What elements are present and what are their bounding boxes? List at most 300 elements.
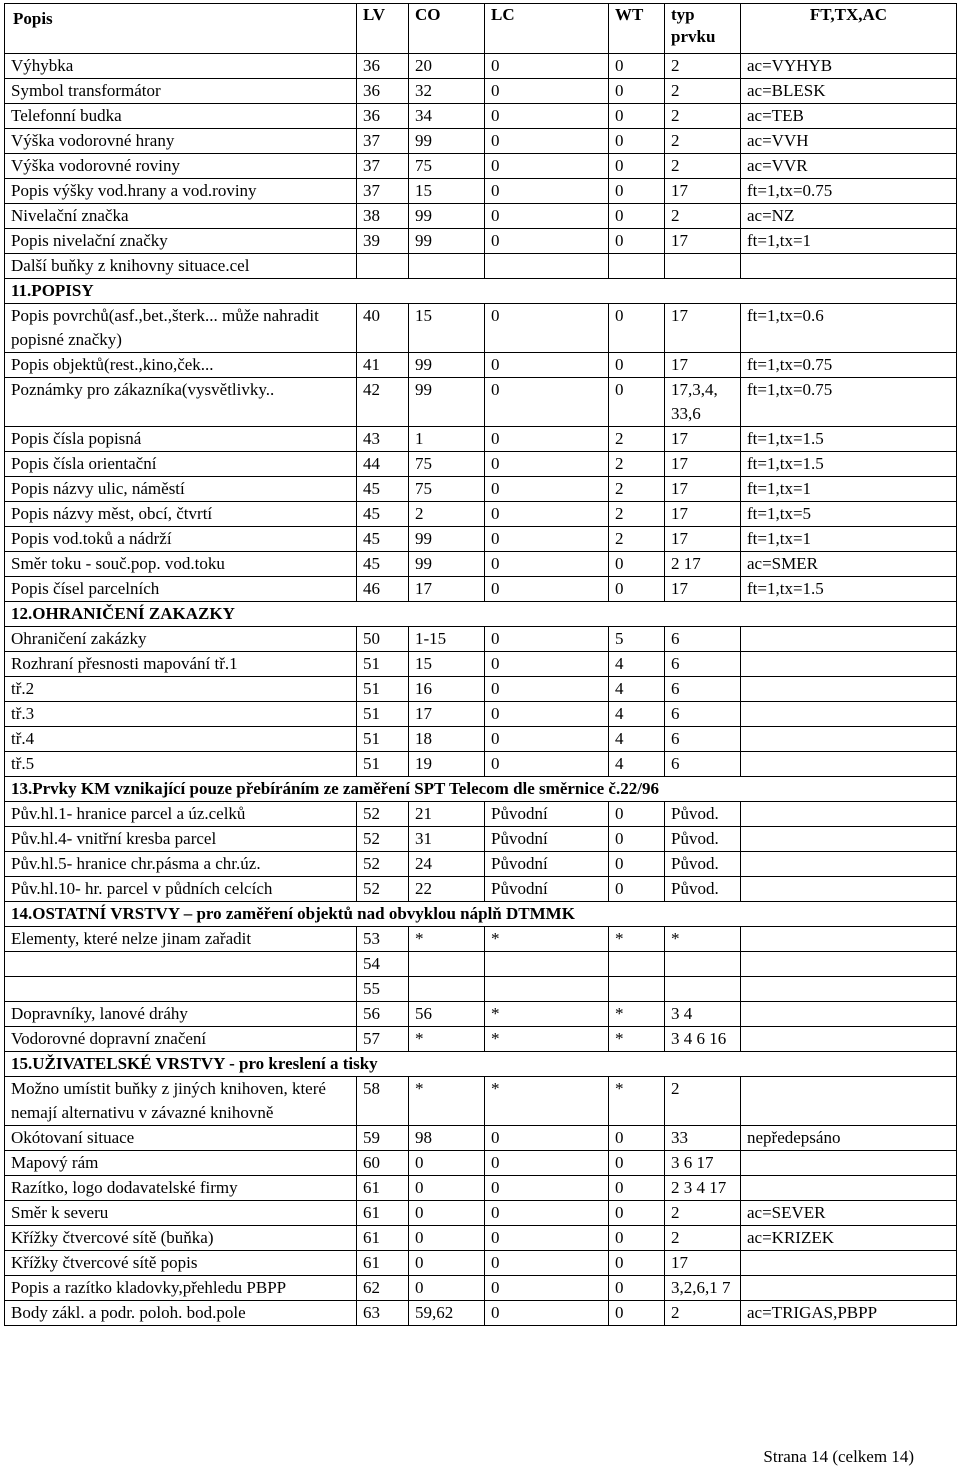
cell-lv: 42 [357, 378, 409, 427]
cell-lv: 54 [357, 952, 409, 977]
cell-wt: 0 [609, 79, 665, 104]
cell-co: 15 [409, 304, 485, 353]
cell-popis: Pův.hl.10- hr. parcel v půdních celcích [5, 877, 357, 902]
table-row [5, 353, 957, 378]
cell-ft: ft=1,tx=1.5 [741, 577, 957, 602]
cell-wt: 0 [609, 304, 665, 353]
cell-wt: 0 [609, 1301, 665, 1326]
cell-lc: 0 [485, 727, 609, 752]
cell-popis: Směr toku - souč.pop. vod.toku [5, 552, 357, 577]
cell-lc: 0 [485, 1201, 609, 1226]
cell-co: 15 [409, 179, 485, 204]
cell-co: 16 [409, 677, 485, 702]
cell-co: * [409, 927, 485, 952]
cell-popis: Razítko, logo dodavatelské firmy [5, 1176, 357, 1201]
cell-lv: 61 [357, 1176, 409, 1201]
cell-wt [609, 977, 665, 1002]
cell-lv: 61 [357, 1201, 409, 1226]
cell-lc: 0 [485, 577, 609, 602]
cell-typ: 2 [665, 1077, 741, 1126]
cell-lv: 53 [357, 927, 409, 952]
cell-lc: 0 [485, 677, 609, 702]
cell-typ: 17 [665, 427, 741, 452]
cell-co: 99 [409, 552, 485, 577]
table-row [5, 627, 957, 652]
cell-lv: 45 [357, 477, 409, 502]
table-row [5, 977, 957, 1002]
table-row [5, 179, 957, 204]
cell-lc: 0 [485, 353, 609, 378]
cell-popis: Křížky čtvercové sítě (buňka) [5, 1226, 357, 1251]
cell-typ: 3 6 17 [665, 1151, 741, 1176]
section-heading: 11.POPISY [5, 279, 957, 304]
cell-ft: ac=NZ [741, 204, 957, 229]
cell-co: 15 [409, 652, 485, 677]
cell-lv: 59 [357, 1126, 409, 1151]
cell-co: 0 [409, 1251, 485, 1276]
cell-lc: * [485, 927, 609, 952]
cell-typ: 6 [665, 752, 741, 777]
cell-lv: 44 [357, 452, 409, 477]
cell-popis: Výška vodorovné hrany [5, 129, 357, 154]
cell-lc: 0 [485, 1226, 609, 1251]
header-lv: LV [357, 4, 409, 54]
cell-typ: 17 [665, 304, 741, 353]
cell-lv: 52 [357, 877, 409, 902]
cell-lv: 43 [357, 427, 409, 452]
cell-ft [741, 254, 957, 279]
section-heading: 15.UŽIVATELSKÉ VRSTVY - pro kreslení a tisky [5, 1052, 957, 1077]
table-row [5, 129, 957, 154]
cell-typ: 17 [665, 229, 741, 254]
cell-co: 0 [409, 1176, 485, 1201]
cell-ft: ac=SMER [741, 552, 957, 577]
cell-popis: Pův.hl.5- hranice chr.pásma a chr.úz. [5, 852, 357, 877]
cell-ft: ac=TEB [741, 104, 957, 129]
table-row [5, 552, 957, 577]
cell-popis: Popis názvy měst, obcí, čtvrtí [5, 502, 357, 527]
section-heading-row [5, 1052, 957, 1077]
cell-typ: * [665, 927, 741, 952]
cell-popis: Symbol transformátor [5, 79, 357, 104]
cell-typ: 2 [665, 154, 741, 179]
cell-typ: Původ. [665, 852, 741, 877]
cell-wt: 0 [609, 204, 665, 229]
table-row [5, 1077, 957, 1126]
cell-co: 99 [409, 204, 485, 229]
table-row [5, 378, 957, 427]
cell-ft [741, 827, 957, 852]
cell-lv: 41 [357, 353, 409, 378]
table-row [5, 1176, 957, 1201]
cell-typ: Původ. [665, 877, 741, 902]
cell-lc: 0 [485, 1176, 609, 1201]
cell-co: 75 [409, 477, 485, 502]
page-footer: Strana 14 (celkem 14) [763, 1447, 914, 1466]
cell-typ: Původ. [665, 802, 741, 827]
cell-wt: 0 [609, 577, 665, 602]
cell-ft: ac=VVR [741, 154, 957, 179]
cell-lv: 50 [357, 627, 409, 652]
header-popis: Popis [5, 4, 357, 54]
cell-popis: tř.5 [5, 752, 357, 777]
cell-lv: 56 [357, 1002, 409, 1027]
cell-typ: 6 [665, 627, 741, 652]
cell-lv: 46 [357, 577, 409, 602]
cell-wt [609, 952, 665, 977]
cell-typ: 2 [665, 104, 741, 129]
cell-lc: 0 [485, 427, 609, 452]
cell-lv: 39 [357, 229, 409, 254]
table-row [5, 1301, 957, 1326]
section-heading: 13.Prvky KM vznikající pouze přebíráním ze zaměření SPT Telecom dle směrnice č.22/96 [5, 777, 957, 802]
cell-lc: 0 [485, 527, 609, 552]
cell-ft [741, 1251, 957, 1276]
cell-lc: 0 [485, 304, 609, 353]
cell-popis: Popis povrchů(asf.,bet.,šterk... může nahradit popisné značky) [5, 304, 357, 353]
cell-co: 0 [409, 1151, 485, 1176]
table-row [5, 952, 957, 977]
cell-ft: ft=1,tx=1 [741, 229, 957, 254]
cell-wt: 0 [609, 154, 665, 179]
cell-lc: 0 [485, 452, 609, 477]
cell-ft [741, 677, 957, 702]
cell-lc: Původní [485, 802, 609, 827]
cell-wt: 0 [609, 1201, 665, 1226]
cell-typ: 2 [665, 1226, 741, 1251]
cell-wt: 4 [609, 752, 665, 777]
cell-popis: Výhybka [5, 54, 357, 79]
cell-ft: nepředepsáno [741, 1126, 957, 1151]
cell-co [409, 254, 485, 279]
cell-popis [5, 977, 357, 1002]
cell-typ: 17 [665, 1251, 741, 1276]
cell-popis: Křížky čtvercové sítě popis [5, 1251, 357, 1276]
cell-wt: 0 [609, 229, 665, 254]
cell-wt: 0 [609, 104, 665, 129]
cell-typ: 17 [665, 179, 741, 204]
cell-ft: ac=TRIGAS,PBPP [741, 1301, 957, 1326]
cell-lv: 61 [357, 1226, 409, 1251]
cell-co: 18 [409, 727, 485, 752]
cell-ft [741, 1276, 957, 1301]
cell-lv: 37 [357, 154, 409, 179]
cell-ft [741, 952, 957, 977]
table-row [5, 427, 957, 452]
cell-lc: 0 [485, 229, 609, 254]
cell-typ: 6 [665, 677, 741, 702]
cell-lc: 0 [485, 752, 609, 777]
cell-ft: ac=VYHYB [741, 54, 957, 79]
cell-co: 20 [409, 54, 485, 79]
cell-popis: Telefonní budka [5, 104, 357, 129]
table-row [5, 502, 957, 527]
cell-wt: 0 [609, 378, 665, 427]
section-heading-row [5, 902, 957, 927]
cell-lv: 60 [357, 1151, 409, 1176]
cell-popis: Poznámky pro zákazníka(vysvětlivky.. [5, 378, 357, 427]
cell-wt: 4 [609, 652, 665, 677]
cell-co: * [409, 1027, 485, 1052]
cell-wt: 2 [609, 427, 665, 452]
cell-typ: 2 3 4 17 [665, 1176, 741, 1201]
cell-ft [741, 802, 957, 827]
cell-lv: 51 [357, 752, 409, 777]
cell-wt: 2 [609, 477, 665, 502]
cell-lc: 0 [485, 54, 609, 79]
cell-lc: Původní [485, 877, 609, 902]
table-row [5, 1027, 957, 1052]
cell-ft [741, 727, 957, 752]
cell-co [409, 977, 485, 1002]
cell-lv: 36 [357, 104, 409, 129]
cell-co: 0 [409, 1276, 485, 1301]
cell-wt: 2 [609, 527, 665, 552]
cell-co: 24 [409, 852, 485, 877]
cell-ft [741, 627, 957, 652]
section-heading: 14.OSTATNÍ VRSTVY – pro zaměření objektů nad obvyklou náplň DTMMK [5, 902, 957, 927]
table-row [5, 677, 957, 702]
cell-typ: 17 [665, 527, 741, 552]
cell-lc [485, 254, 609, 279]
cell-ft: ft=1,tx=1.5 [741, 427, 957, 452]
table-row [5, 727, 957, 752]
table-row [5, 452, 957, 477]
table-row [5, 652, 957, 677]
cell-lc: 0 [485, 627, 609, 652]
cell-lc: 0 [485, 104, 609, 129]
header-typ: typ prvku [665, 4, 741, 54]
cell-ft [741, 1176, 957, 1201]
cell-co: 75 [409, 452, 485, 477]
cell-co: 99 [409, 229, 485, 254]
cell-typ: 33 [665, 1126, 741, 1151]
cell-popis: Okótovaní situace [5, 1126, 357, 1151]
cell-lc [485, 977, 609, 1002]
cell-co: 99 [409, 527, 485, 552]
table-row [5, 1126, 957, 1151]
cell-popis: Popis nivelační značky [5, 229, 357, 254]
cell-lc: 0 [485, 502, 609, 527]
cell-wt: 0 [609, 1151, 665, 1176]
cell-co: 19 [409, 752, 485, 777]
cell-lc: * [485, 1027, 609, 1052]
cell-popis: Dopravníky, lanové dráhy [5, 1002, 357, 1027]
cell-wt: 0 [609, 54, 665, 79]
cell-popis: Rozhraní přesnosti mapování tř.1 [5, 652, 357, 677]
cell-wt: 0 [609, 552, 665, 577]
cell-lc: 0 [485, 702, 609, 727]
cell-wt: * [609, 927, 665, 952]
cell-popis: Mapový rám [5, 1151, 357, 1176]
cell-wt: 0 [609, 1251, 665, 1276]
cell-wt: 0 [609, 1276, 665, 1301]
cell-co [409, 952, 485, 977]
cell-ft [741, 877, 957, 902]
cell-typ [665, 254, 741, 279]
cell-lv [357, 254, 409, 279]
header-lc: LC [485, 4, 609, 54]
table-row [5, 852, 957, 877]
cell-typ: 2 [665, 1301, 741, 1326]
table-row [5, 827, 957, 852]
cell-lv: 52 [357, 852, 409, 877]
cell-lv: 51 [357, 677, 409, 702]
cell-popis: Vodorovné dopravní značení [5, 1027, 357, 1052]
cell-typ: 2 [665, 129, 741, 154]
table-row [5, 54, 957, 79]
cell-popis: Popis názvy ulic, náměstí [5, 477, 357, 502]
table-row [5, 577, 957, 602]
section-heading-row [5, 279, 957, 304]
cell-lv: 45 [357, 502, 409, 527]
cell-popis: Další buňky z knihovny situace.cel [5, 254, 357, 279]
cell-co: 21 [409, 802, 485, 827]
table-row [5, 1002, 957, 1027]
cell-typ: 17,3,4, 33,6 [665, 378, 741, 427]
cell-wt: 0 [609, 1226, 665, 1251]
cell-co: 2 [409, 502, 485, 527]
cell-lv: 58 [357, 1077, 409, 1126]
cell-typ: 3 4 6 16 [665, 1027, 741, 1052]
section-heading: 12.OHRANIČENÍ ZAKAZKY [5, 602, 957, 627]
cell-ft: ft=1,tx=0.75 [741, 179, 957, 204]
header-ft: FT,TX,AC [741, 4, 957, 54]
cell-popis: tř.3 [5, 702, 357, 727]
cell-popis: Ohraničení zakázky [5, 627, 357, 652]
cell-ft [741, 652, 957, 677]
cell-lv: 62 [357, 1276, 409, 1301]
cell-co: 99 [409, 129, 485, 154]
cell-typ: 2 [665, 204, 741, 229]
cell-co: 59,62 [409, 1301, 485, 1326]
cell-ft [741, 752, 957, 777]
cell-wt: 5 [609, 627, 665, 652]
cell-popis: Směr k severu [5, 1201, 357, 1226]
cell-ft: ac=SEVER [741, 1201, 957, 1226]
cell-typ: Původ. [665, 827, 741, 852]
cell-typ: 17 [665, 477, 741, 502]
cell-lc: Původní [485, 827, 609, 852]
cell-co: 1 [409, 427, 485, 452]
cell-co: * [409, 1077, 485, 1126]
cell-lv: 55 [357, 977, 409, 1002]
cell-ft [741, 1027, 957, 1052]
cell-typ: 6 [665, 727, 741, 752]
cell-typ: 3 4 [665, 1002, 741, 1027]
cell-wt: 0 [609, 179, 665, 204]
cell-wt: 0 [609, 1176, 665, 1201]
cell-lv: 51 [357, 727, 409, 752]
table-row [5, 229, 957, 254]
cell-co: 32 [409, 79, 485, 104]
cell-typ: 3,2,6,1 7 [665, 1276, 741, 1301]
cell-wt: 2 [609, 452, 665, 477]
table-row [5, 1201, 957, 1226]
cell-wt: 0 [609, 852, 665, 877]
table-row [5, 877, 957, 902]
cell-lc [485, 952, 609, 977]
cell-popis: Možno umístit buňky z jiných knihoven, které nemají alternativu v závazné knihovně [5, 1077, 357, 1126]
cell-popis: Popis čísel parcelních [5, 577, 357, 602]
cell-ft: ft=1,tx=1.5 [741, 452, 957, 477]
header-co: CO [409, 4, 485, 54]
cell-typ [665, 952, 741, 977]
cell-co: 0 [409, 1226, 485, 1251]
table-header-row [5, 4, 957, 54]
cell-wt: * [609, 1002, 665, 1027]
cell-popis: Body zákl. a podr. poloh. bod.pole [5, 1301, 357, 1326]
cell-wt: 0 [609, 827, 665, 852]
cell-co: 31 [409, 827, 485, 852]
cell-co: 98 [409, 1126, 485, 1151]
cell-lc: 0 [485, 1301, 609, 1326]
cell-popis: Pův.hl.1- hranice parcel a úz.celků [5, 802, 357, 827]
cell-wt: 4 [609, 702, 665, 727]
cell-lv: 37 [357, 129, 409, 154]
cell-ft: ft=1,tx=0.6 [741, 304, 957, 353]
cell-wt: 4 [609, 677, 665, 702]
cell-co: 56 [409, 1002, 485, 1027]
table-row [5, 254, 957, 279]
cell-wt: 0 [609, 129, 665, 154]
cell-popis: Popis vod.toků a nádrží [5, 527, 357, 552]
cell-lc: 0 [485, 1276, 609, 1301]
cell-ft [741, 1151, 957, 1176]
cell-co: 17 [409, 577, 485, 602]
table-row [5, 204, 957, 229]
cell-wt: 2 [609, 502, 665, 527]
cell-co: 99 [409, 378, 485, 427]
cell-wt [609, 254, 665, 279]
cell-lv: 51 [357, 652, 409, 677]
table-row [5, 1151, 957, 1176]
cell-wt: 4 [609, 727, 665, 752]
cell-typ: 2 17 [665, 552, 741, 577]
cell-typ: 6 [665, 702, 741, 727]
cell-lv: 52 [357, 802, 409, 827]
cell-ft: ac=VVH [741, 129, 957, 154]
cell-popis: Elementy, které nelze jinam zařadit [5, 927, 357, 952]
cell-popis: tř.4 [5, 727, 357, 752]
cell-ft: ft=1,tx=0.75 [741, 353, 957, 378]
table-row [5, 304, 957, 353]
layer-table [4, 3, 957, 1326]
cell-lv: 38 [357, 204, 409, 229]
cell-popis: Nivelační značka [5, 204, 357, 229]
cell-typ [665, 977, 741, 1002]
cell-popis: Popis výšky vod.hrany a vod.roviny [5, 179, 357, 204]
cell-ft [741, 1077, 957, 1126]
cell-popis: Popis čísla popisná [5, 427, 357, 452]
cell-popis: Výška vodorovné roviny [5, 154, 357, 179]
header-wt: WT [609, 4, 665, 54]
cell-typ: 17 [665, 502, 741, 527]
cell-lc: 0 [485, 1126, 609, 1151]
table-row [5, 477, 957, 502]
cell-ft [741, 702, 957, 727]
cell-ft: ft=1,tx=1 [741, 477, 957, 502]
cell-ft [741, 852, 957, 877]
cell-co: 17 [409, 702, 485, 727]
table-row [5, 1251, 957, 1276]
cell-lv: 37 [357, 179, 409, 204]
cell-lc: * [485, 1077, 609, 1126]
cell-typ: 2 [665, 1201, 741, 1226]
table-row [5, 927, 957, 952]
cell-popis: tř.2 [5, 677, 357, 702]
cell-lv: 45 [357, 552, 409, 577]
